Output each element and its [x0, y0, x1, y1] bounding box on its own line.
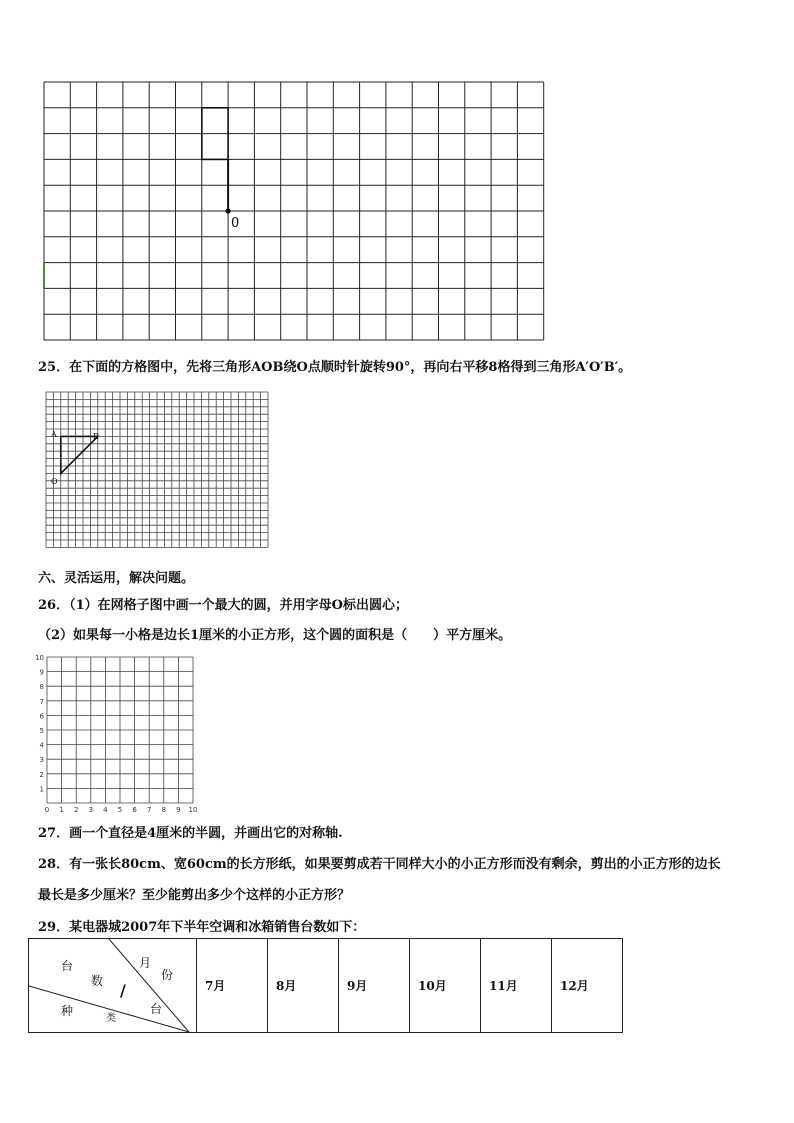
diagonal-header-cell: [29, 939, 197, 1033]
x-tick-label: 2: [73, 806, 79, 814]
x-tick-label: 9: [176, 806, 181, 814]
y-tick-label: 7: [39, 697, 44, 706]
x-tick-label: 3: [88, 806, 94, 814]
month-cell-10: 10月: [410, 939, 481, 1033]
x-tick-label: 7: [146, 806, 152, 814]
q27-text: 27．画一个直径是4厘米的半圆，并画出它的对称轴.: [38, 826, 343, 841]
q26-line-1: 26．（1）在网格子图中画一个最大的圆，并用字母O标出圆心；: [38, 598, 408, 613]
y-tick-label: 4: [39, 741, 44, 750]
q25-label-o: O: [51, 477, 58, 486]
header-char-fen: 份: [161, 968, 174, 982]
header-char-lei: 类: [106, 1013, 116, 1024]
header-char-tai-1: 台: [61, 959, 74, 973]
y-tick-label: 5: [39, 727, 44, 735]
y-tick-label: 3: [39, 756, 44, 765]
y-tick-label: 2: [39, 770, 44, 779]
header-char-yue: 月: [139, 956, 152, 970]
header-char-tai-2: 台: [150, 1002, 163, 1016]
q29-text: 29．某电器城2007年下半年空调和冰箱销售台数如下：: [38, 920, 366, 935]
y-tick-label: 9: [39, 668, 44, 677]
x-tick-label: 10: [188, 806, 198, 814]
q25-text: 25．在下面的方格图中，先将三角形AOB绕O点顺时针旋转90°，再向右平移8格得到三角形A′O′B′。: [38, 360, 632, 375]
month-cell-12: 12月: [552, 939, 623, 1033]
month-cell-8: 8月: [268, 939, 339, 1033]
x-tick-label: 4: [103, 806, 108, 814]
y-tick-label: 1: [39, 785, 44, 794]
x-tick-label: 8: [161, 806, 167, 814]
q28-line-1: 28．有一张长80cm、宽60cm的长方形纸，如果要剪成若干同样大小的小正方形而没有剩余，剪出的小正方形的边长: [38, 857, 721, 872]
x-tick-label: 1: [59, 806, 64, 814]
section-6-heading: 六、灵活运用，解决问题。: [38, 571, 195, 586]
y-tick-label: 10: [35, 654, 44, 662]
header-char-slash: /: [120, 981, 126, 1000]
sales-table: [28, 938, 623, 1033]
q25-label-a: A: [51, 430, 57, 439]
x-tick-label: 0: [44, 806, 50, 814]
header-char-shu: 数: [91, 974, 104, 988]
header-char-zhong: 种: [61, 1004, 74, 1018]
q26-line-2: （2）如果每一小格是边长1厘米的小正方形，这个圆的面积是（ ）平方厘米。: [38, 628, 512, 643]
x-tick-label: 6: [132, 806, 137, 814]
y-tick-label: 8: [39, 683, 44, 692]
month-cell-11: 11月: [481, 939, 552, 1033]
q28-line-2: 最长是多少厘米？至少能剪出多少个这样的小正方形？: [38, 888, 351, 903]
q25-label-b: B: [93, 432, 99, 441]
x-tick-label: 5: [117, 806, 123, 814]
table-row: [29, 939, 623, 1033]
grid-1-point-label: 0: [231, 216, 240, 231]
month-cell-7: 7月: [197, 939, 268, 1033]
y-tick-label: 6: [39, 712, 44, 721]
month-cell-9: 9月: [339, 939, 410, 1033]
